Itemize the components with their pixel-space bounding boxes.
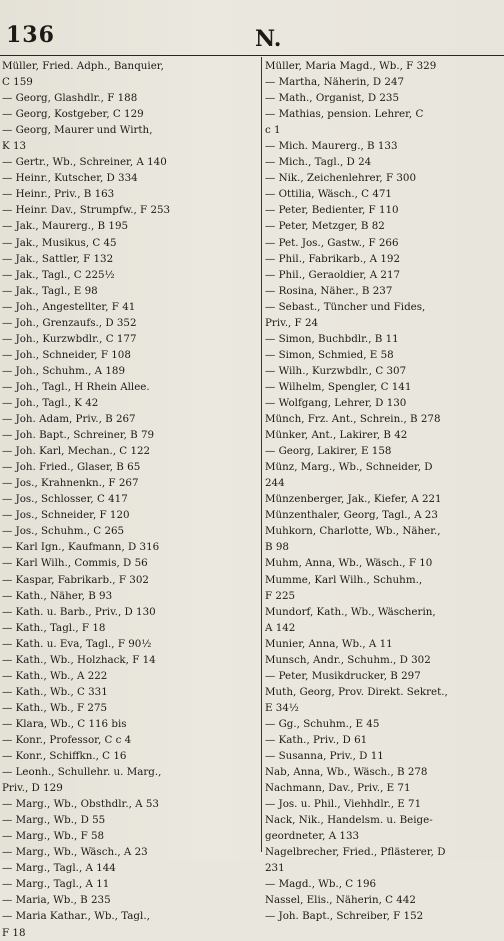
directory-entry: — Joh., Kurzwbdlr., C 177 <box>2 332 137 345</box>
directory-entry: — Heinr., Priv., B 163 <box>2 188 115 201</box>
directory-entry: — Jos., Schneider, F 120 <box>2 509 130 522</box>
column-divider <box>261 57 262 852</box>
directory-entry: Müller, Maria Magd., Wb., F 329 <box>265 60 437 72</box>
directory-entry: geordneter, A 133 <box>265 830 360 843</box>
right-column <box>265 58 502 923</box>
directory-entry: — Jak., Tagl., E 98 <box>2 284 98 297</box>
directory-entry: Nagelbrecher, Fried., Pflästerer, D <box>265 846 446 859</box>
directory-entry: — Jak., Musikus, C 45 <box>2 236 117 249</box>
directory-entry: — Karl Wilh., Commis, D 56 <box>2 557 148 570</box>
directory-entry: — Heinr., Kutscher, D 334 <box>2 172 138 185</box>
directory-entry: Müller, Fried. Adph., Banquier, <box>2 60 164 72</box>
directory-entry: — Kath., Wb., Holzhack, F 14 <box>2 653 156 666</box>
directory-entry: — Kath. u. Eva, Tagl., F 90½ <box>2 637 152 650</box>
directory-entry: — Joh. Adam, Priv., B 267 <box>2 413 136 426</box>
directory-entry: Priv., D 129 <box>2 782 63 795</box>
running-head: N. <box>255 26 282 52</box>
directory-entry: — Mathias, pension. Lehrer, C <box>265 108 424 121</box>
directory-entry: — Joh. Fried., Glaser, B 65 <box>2 461 141 474</box>
directory-entry: — Joh., Grenzaufs., D 352 <box>2 316 137 329</box>
directory-entry: E 34½ <box>265 701 299 714</box>
directory-entry: Nab, Anna, Wb., Wäsch., B 278 <box>265 766 428 779</box>
directory-entry: Nachmann, Dav., Priv., E 71 <box>265 782 411 795</box>
directory-entry: — Maria Kathar., Wb., Tagl., <box>2 910 150 923</box>
directory-entry: — Marg., Wb., Wäsch., A 23 <box>2 846 148 859</box>
directory-entry: Munsch, Andr., Schuhm., D 302 <box>265 653 431 666</box>
directory-entry: Mumme, Karl Wilh., Schuhm., <box>265 573 423 586</box>
directory-entry: — Peter, Metzger, B 82 <box>265 220 385 233</box>
directory-entry: 231 <box>265 862 285 875</box>
directory-entry: — Georg, Maurer und Wirth, <box>2 124 153 137</box>
directory-entry: — Joh. Karl, Mechan., C 122 <box>2 445 151 458</box>
directory-entry: — Georg, Glashdlr., F 188 <box>2 92 138 105</box>
directory-entry: Munier, Anna, Wb., A 11 <box>265 637 393 650</box>
directory-entry: — Jos., Schlosser, C 417 <box>2 493 128 506</box>
directory-entry: — Konr., Professor, C c 4 <box>2 733 132 746</box>
directory-entry: — Jak., Tagl., C 225½ <box>2 268 115 281</box>
directory-entry: — Mich. Maurerg., B 133 <box>265 140 398 153</box>
directory-entry: Mundorf, Kath., Wb., Wäscherin, <box>265 605 436 618</box>
left-column <box>2 58 258 939</box>
directory-entry: A 142 <box>265 621 296 634</box>
directory-entry: — Joh. Bapt., Schreiner, B 79 <box>2 429 155 442</box>
directory-entry: — Joh., Tagl., H Rhein Allee. <box>2 380 150 393</box>
directory-entry: — Phil., Fabrikarb., A 192 <box>265 252 401 265</box>
directory-entry: — Math., Organist, D 235 <box>265 92 400 105</box>
directory-entry: — Kath., Näher, B 93 <box>2 589 113 602</box>
directory-entry: — Maria, Wb., B 235 <box>2 894 111 907</box>
directory-entry: — Gertr., Wb., Schreiner, A 140 <box>2 156 167 169</box>
directory-entry: c 1 <box>265 124 281 137</box>
directory-entry: — Kath., Wb., A 222 <box>2 669 108 682</box>
directory-entry: — Nik., Zeichenlehrer, F 300 <box>265 172 417 185</box>
directory-entry: Münzenthaler, Georg, Tagl., A 23 <box>265 509 438 522</box>
directory-entry: — Georg, Lakirer, E 158 <box>265 445 392 458</box>
directory-entry: — Kath. u. Barb., Priv., D 130 <box>2 605 156 618</box>
directory-entry: Nack, Nik., Handelsm. u. Beige- <box>265 814 433 827</box>
directory-entry: — Simon, Schmied, E 58 <box>265 348 394 361</box>
directory-entry: F 225 <box>265 589 296 602</box>
directory-entry: — Marg., Tagl., A 11 <box>2 878 110 891</box>
directory-entry: K 13 <box>2 140 27 153</box>
directory-entry: — Marg., Wb., Obsthdlr., A 53 <box>2 798 159 811</box>
directory-entry: — Kaspar, Fabrikarb., F 302 <box>2 573 149 586</box>
directory-entry: Münker, Ant., Lakirer, B 42 <box>265 429 408 442</box>
directory-entry: — Joh. Bapt., Schreiber, F 152 <box>265 910 424 923</box>
directory-entry: — Leonh., Schullehr. u. Marg., <box>2 766 162 779</box>
directory-entry: — Jak., Maurerg., B 195 <box>2 220 129 233</box>
directory-entry: — Peter, Bedienter, F 110 <box>265 204 399 217</box>
directory-entry: Muhkorn, Charlotte, Wb., Näher., <box>265 525 441 538</box>
directory-entry: — Mich., Tagl., D 24 <box>265 156 372 169</box>
directory-entry: 244 <box>265 477 285 490</box>
directory-entry: Münz, Marg., Wb., Schneider, D <box>265 461 433 474</box>
directory-entry: — Kath., Wb., F 275 <box>2 701 108 714</box>
directory-entry: B 98 <box>265 541 289 554</box>
directory-entry: — Jos. u. Phil., Viehhdlr., E 71 <box>265 798 422 811</box>
directory-entry: — Wilh., Kurzwbdlr., C 307 <box>265 364 407 377</box>
directory-entry: — Konr., Schiffkn., C 16 <box>2 750 127 763</box>
directory-entry: Münch, Frz. Ant., Schrein., B 278 <box>265 413 441 426</box>
directory-entry: — Wilhelm, Spengler, C 141 <box>265 380 412 393</box>
directory-entry: — Pet. Jos., Gastw., F 266 <box>265 236 399 249</box>
header-rule <box>0 55 504 56</box>
directory-entry: — Kath., Priv., D 61 <box>265 733 368 746</box>
directory-entry: Münzenberger, Jak., Kiefer, A 221 <box>265 493 442 506</box>
directory-entry: C 159 <box>2 76 33 89</box>
directory-entry: — Simon, Buchbdlr., B 11 <box>265 332 399 345</box>
directory-entry: — Phil., Geraoldier, A 217 <box>265 268 401 281</box>
directory-entry: — Susanna, Priv., D 11 <box>265 750 384 763</box>
directory-entry: — Joh., Schneider, F 108 <box>2 348 131 361</box>
directory-entry: — Joh., Schuhm., A 189 <box>2 364 126 377</box>
directory-entry: Muth, Georg, Prov. Direkt. Sekret., <box>265 685 448 698</box>
directory-entry: Muhm, Anna, Wb., Wäsch., F 10 <box>265 557 433 570</box>
page-number: 136 <box>6 22 55 48</box>
directory-entry: — Joh., Tagl., K 42 <box>2 396 99 409</box>
directory-entry: — Georg, Kostgeber, C 129 <box>2 108 144 121</box>
directory-entry: — Klara, Wb., C 116 bis <box>2 717 127 730</box>
directory-entry: — Karl Ign., Kaufmann, D 316 <box>2 541 160 554</box>
directory-entry: — Kath., Wb., C 331 <box>2 685 108 698</box>
directory-entry: Nassel, Elis., Näherin, C 442 <box>265 894 416 907</box>
directory-entry: — Kath., Tagl., F 18 <box>2 621 106 634</box>
directory-entry: — Marg., Wb., F 58 <box>2 830 105 843</box>
directory-entry: — Gg., Schuhm., E 45 <box>265 717 380 730</box>
directory-entry: — Joh., Angestellter, F 41 <box>2 300 136 313</box>
directory-entry: — Marg., Wb., D 55 <box>2 814 106 827</box>
directory-entry: F 18 <box>2 926 26 939</box>
directory-entry: Priv., F 24 <box>265 316 319 329</box>
directory-entry: — Magd., Wb., C 196 <box>265 878 377 891</box>
directory-entry: — Jos., Krahnenkn., F 267 <box>2 477 139 490</box>
directory-entry: — Rosina, Näher., B 237 <box>265 284 393 297</box>
directory-entry: — Peter, Musikdrucker, B 297 <box>265 669 421 682</box>
directory-entry: — Marg., Tagl., A 144 <box>2 862 116 875</box>
directory-entry: — Martha, Näherin, D 247 <box>265 76 405 89</box>
directory-entry: — Sebast., Tüncher und Fides, <box>265 300 426 313</box>
directory-entry: — Wolfgang, Lehrer, D 130 <box>265 396 407 409</box>
directory-entry: — Ottilia, Wäsch., C 471 <box>265 188 392 201</box>
directory-entry: — Heinr. Dav., Strumpfw., F 253 <box>2 204 171 217</box>
directory-entry: — Jos., Schuhm., C 265 <box>2 525 125 538</box>
directory-entry: — Jak., Sattler, F 132 <box>2 252 114 265</box>
